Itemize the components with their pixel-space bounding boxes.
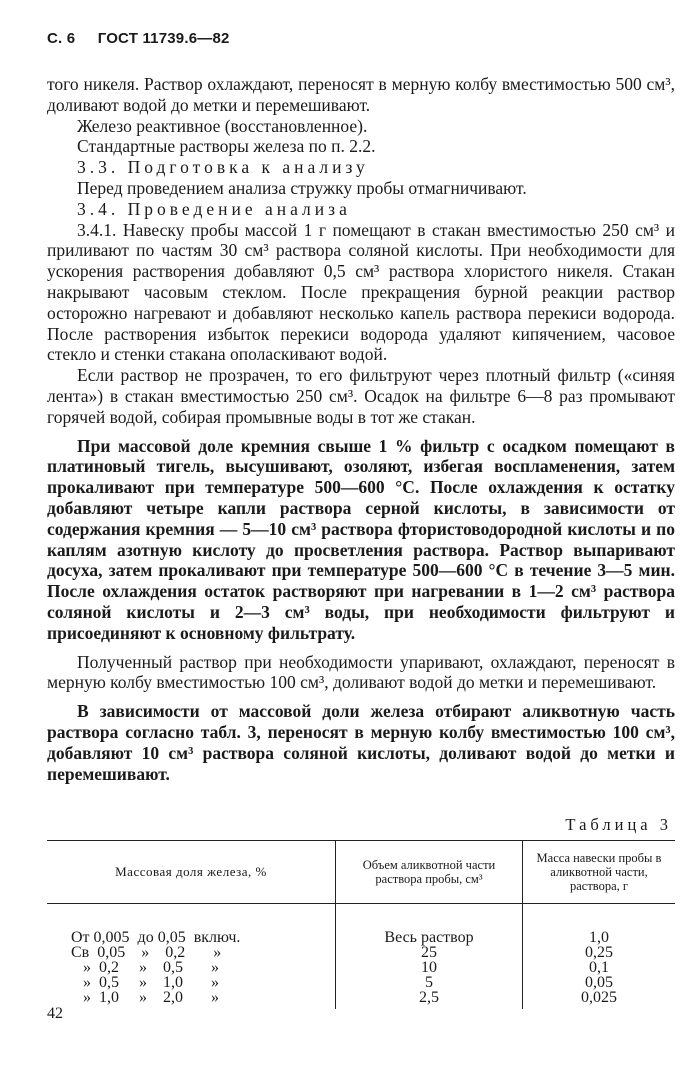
table-cell-mass: 0,05 (523, 975, 676, 990)
table-row (47, 975, 675, 990)
table-cell-range: Св 0,05 » 0,2 » (71, 944, 222, 961)
paragraph-8: Если раствор не прозрачен, то его фильтруют через плотный фильтр («синяя лента») в стакан вместимостью 250 см³. Осадок на фильтре 6—8 раз промывают горячей водой, собирая промывные воды в тот же стакан. (47, 365, 675, 427)
header-sample-mass: Масса навески пробы в аликвотной части, раствора, г (523, 841, 676, 904)
table-caption: Таблица 3 (565, 815, 672, 834)
table-row (47, 960, 675, 975)
header-aliquot-volume: Объем аликвотной части раствора пробы, см³ (336, 841, 523, 904)
table-cell-mass: 0,025 (523, 990, 676, 1009)
table-cell-volume: 5 (336, 975, 523, 990)
paragraph-9: При массовой доле кремния свыше 1 % фильтр с осадком помещают в платиновый тигель, высушивают, озоляют, избегая воспламенения, затем прокаливают при температуре 500—600 °С. После охлаждения к остатку добавляют четыре капли раствора серной кислоты, в зависимости от содержания кремния — 5—10 см³ раствора фтористоводородной кислоты и по каплям азотную кислоту до просветления раствора. Раствор выпаривают досуха, затем прокаливают при температуре 500—600 °С в течение 3—5 мин. После охлаждения остаток растворяют при нагревании в 1—2 см³ раствора соляной кислоты и 2—3 см³ воды, при необходимости фильтруют и присоединяют к основному фильтрату. (47, 435, 675, 643)
page-label: С. 6 (47, 30, 76, 47)
table-cell-volume: Весь раствор (336, 904, 523, 946)
section-heading-3-4: 3.4. Проведение анализа (77, 198, 351, 219)
table-row (47, 990, 675, 1009)
paragraph-5: Перед проведением анализа стружку пробы отмагничивают. (77, 177, 527, 198)
page-header (47, 30, 230, 47)
table-cell-volume: 2,5 (336, 990, 523, 1009)
paragraph-3-4-1: 3.4.1. Навеску пробы массой 1 г помещают в стакан вместимостью 250 см³ и приливают по частям 30 см³ раствора соляной кислоты. При необходимости для ускорения растворения добавляют 0,5 см³ раствора хлористого никеля. Стакан накрывают часовым стеклом. После прекращения бурной реакции раствор осторожно нагревают и добавляют несколько капель раствора перекиси водорода. После растворения избыток перекиси водорода удаляют кипячением, часовое стекло и стенки стакана ополаскивают водой. (47, 219, 675, 365)
header-mass-fraction: Массовая доля железа, % (47, 841, 336, 904)
page-number: 42 (47, 1005, 63, 1022)
standard-id: ГОСТ 11739.6—82 (97, 30, 230, 47)
table-cell-volume: 10 (336, 960, 523, 975)
table-cell-range: » 0,2 » 0,5 » (71, 959, 219, 976)
table-row (47, 904, 675, 946)
table-row (47, 945, 675, 960)
paragraph-10: Полученный раствор при необходимости упаривают, охлаждают, переносят в мерную колбу вместимостью 100 см³, доливают водой до метки и перемешивают. (47, 651, 675, 693)
section-heading-3-3: 3.3. Подготовка к анализу (77, 157, 369, 178)
table-cell-mass: 1,0 (523, 904, 676, 946)
paragraph-3: Стандартные растворы железа по п. 2.2. (77, 136, 376, 157)
paragraph-2: Железо реактивное (восстановленное). (77, 115, 368, 136)
table-3 (47, 840, 675, 1009)
table-cell-mass: 0,25 (523, 945, 676, 960)
paragraph-1: того никеля. Раствор охлаждают, переносят в мерную колбу вместимостью 500 см³, доливают водой до метки и перемешивают. (47, 74, 675, 115)
table-cell-range: » 1,0 » 2,0 » (71, 989, 219, 1006)
table-cell-range: От 0,005 до 0,05 включ. (71, 929, 241, 946)
table-cell-volume: 25 (336, 945, 523, 960)
paragraph-11: В зависимости от массовой доли железа отбирают аликвотную часть раствора согласно табл. 3, переносят в мерную колбу вместимостью 100 см³, добавляют 10 см³ раствора соляной кислоты, доливают водой до метки и перемешивают. (47, 701, 675, 784)
table-cell-range: » 0,5 » 1,0 » (71, 974, 219, 991)
table-cell-mass: 0,1 (523, 960, 676, 975)
table-header-row (47, 841, 675, 904)
document-body (47, 74, 675, 784)
